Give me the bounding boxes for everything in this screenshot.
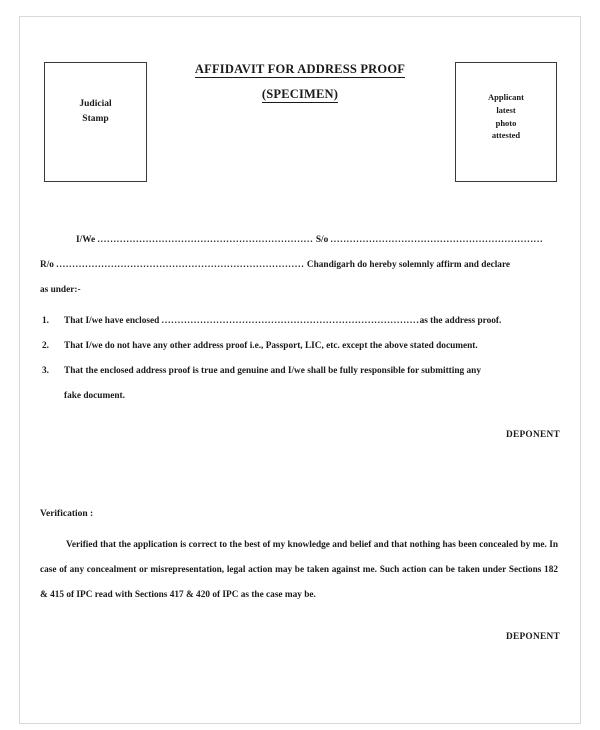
clause-number: 3.: [42, 366, 49, 376]
declaration-line-2: [40, 253, 560, 278]
as-under-text: as under:-: [40, 285, 81, 295]
clause-number: 2.: [42, 341, 49, 351]
clause-text: [64, 334, 560, 359]
declaration-line-3: [40, 278, 560, 303]
deponent-label-top: DEPONENT: [505, 430, 560, 440]
applicant-photo-label: [456, 91, 556, 142]
verification-heading: Verification :: [40, 509, 94, 519]
declaration-line-1: [40, 228, 560, 253]
iwe-blank: ...................................................................: [97, 235, 314, 245]
applicant-photo-label-line-4: attested: [491, 130, 521, 141]
clause-text-before: That the enclosed address proof is true and genuine and I/we shall be fully responsible for submitting any: [64, 366, 481, 376]
title-line-1: [155, 62, 445, 77]
document-title: [155, 62, 445, 112]
applicant-photo-box: [455, 62, 557, 182]
judicial-stamp-label-line-2: Stamp: [82, 113, 109, 124]
declaration-affirm-text: Chandigarh do hereby solemnly affirm and declare: [306, 260, 511, 270]
judicial-stamp-box: [44, 62, 147, 182]
clause-text: [64, 359, 560, 384]
verification-body: [40, 533, 558, 608]
clause-item: [40, 359, 560, 409]
clause-item: [40, 309, 560, 334]
applicant-photo-label-line-2: latest: [496, 104, 516, 115]
ro-blank: .............................................................................: [56, 260, 305, 270]
declaration-body: [40, 228, 560, 409]
verification-paragraph: Verified that the application is correct to the best of my knowledge and belief and that nothing has been concealed by me. In case of any concealment or misrepresentation, legal action may be taken against me. Such action can be taken under Sections 182 & 415 of IPC read with Sections 417 & 420 of IPC as the case may be.: [40, 540, 558, 600]
title-line-1-text: AFFIDAVIT FOR ADDRESS PROOF: [194, 62, 406, 76]
clause-number: 1.: [42, 316, 49, 326]
clause-text-before: That I/we do not have any other address proof i.e., Passport, LIC, etc. except the above stated document.: [64, 341, 478, 351]
ro-label: R/o: [40, 260, 54, 270]
clause-blank: ................................................................................: [161, 316, 420, 326]
iwe-label: I/We: [76, 235, 96, 245]
clause-item: [40, 334, 560, 359]
judicial-stamp-label: [45, 97, 146, 126]
deponent-label-bottom: DEPONENT: [505, 632, 560, 642]
clause-text-before: That I/we have enclosed: [64, 316, 160, 326]
clause-text-after: as the address proof.: [419, 316, 502, 326]
judicial-stamp-label-line-1: Judicial: [79, 99, 112, 109]
so-blank: ..................................................................: [330, 235, 544, 245]
applicant-photo-label-line-3: photo: [495, 117, 517, 128]
title-line-2-text: (SPECIMEN): [261, 87, 339, 101]
title-line-2: [155, 87, 445, 102]
so-label: S/o: [315, 235, 329, 245]
clause-text: [64, 309, 560, 334]
clause-text-continuation: fake document.: [64, 391, 125, 401]
applicant-photo-label-line-1: Applicant: [488, 92, 524, 102]
